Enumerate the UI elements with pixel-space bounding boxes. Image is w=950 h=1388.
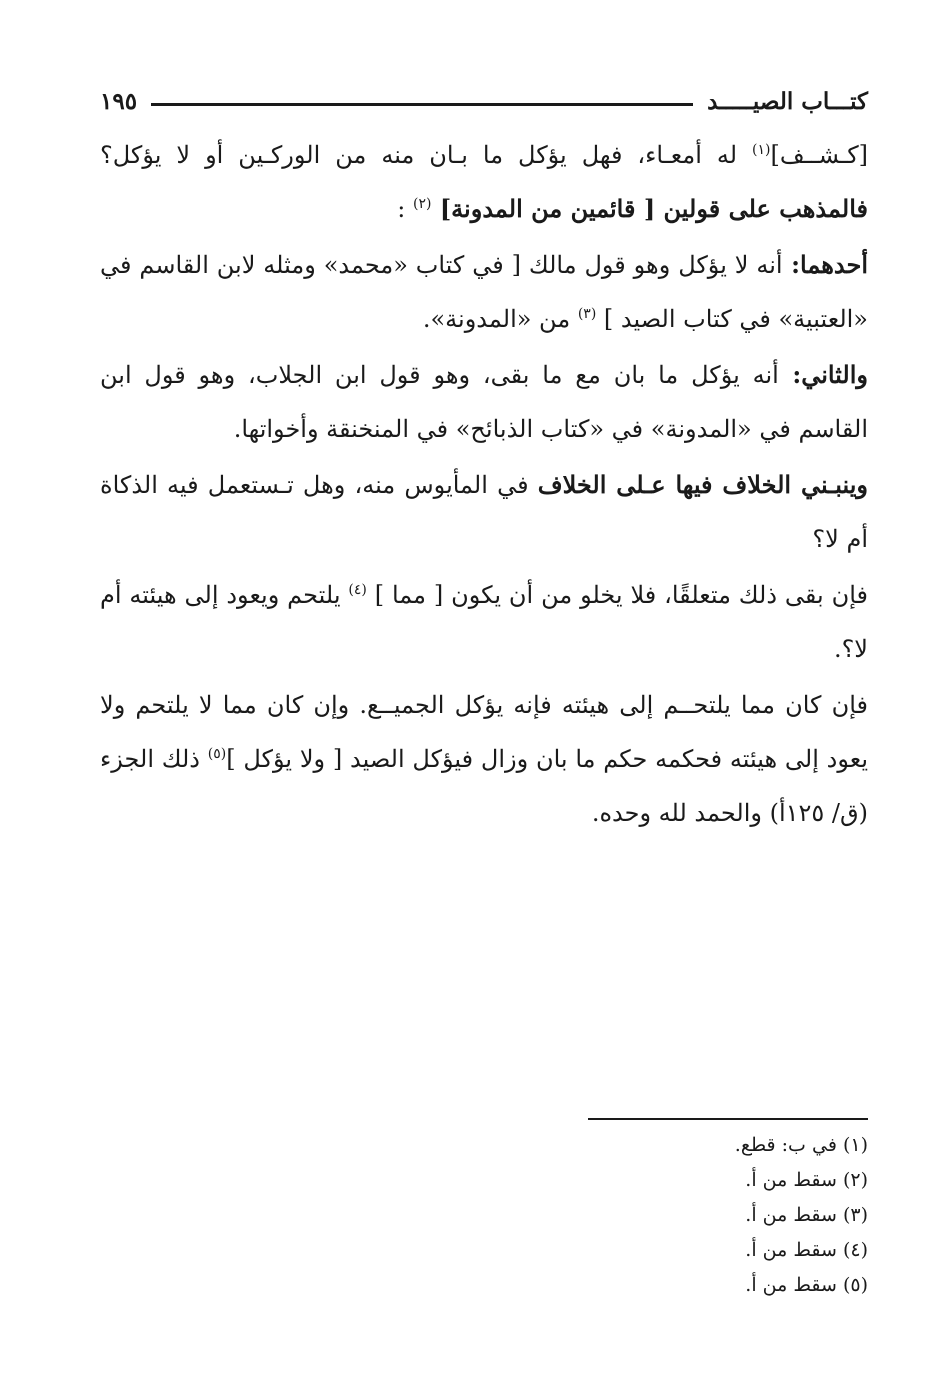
paragraph-label: والثاني: xyxy=(778,360,868,389)
page-number: ١٩٥ xyxy=(100,87,138,115)
footnotes xyxy=(100,1128,868,1303)
body-text xyxy=(100,128,868,840)
paragraph-text: أنه يؤكل ما بان مع ما بقى، وهو قول ابن الجلاب، وهو قول ابن القاسم في «المدونة» في «كتاب الذبائح» في المنخنقة وأخواتها. xyxy=(100,361,868,443)
footnote-ref-5: (٥) xyxy=(207,746,227,762)
footnote-2: (٢) سقط من أ. xyxy=(745,1169,868,1191)
paragraph-text: في المأيوس منه، وهل تـستعمل فيه الذكاة أم لا؟ xyxy=(100,471,868,553)
paragraph-4 xyxy=(100,458,868,566)
paragraph-bold-text: وينبـني الخلاف فيها عـلى الخلاف xyxy=(537,470,868,499)
paragraph-text: ذلك الجزء (ق/ ١٢٥أ) والحمد لله وحده. xyxy=(100,745,868,827)
paragraph-text: [كـشــف] xyxy=(770,141,868,169)
paragraph-3 xyxy=(100,348,868,456)
footnote-4: (٤) سقط من أ. xyxy=(745,1239,868,1261)
footnote-5: (٥) سقط من أ. xyxy=(745,1274,868,1296)
paragraph-bold-text: فالمذهب على قولين [ قائمين من المدونة] xyxy=(431,194,868,223)
footnote-3: (٣) سقط من أ. xyxy=(745,1204,868,1226)
book-title: كتـــاب الصيـــــد xyxy=(707,87,868,115)
paragraph-text: : xyxy=(397,195,413,223)
running-header xyxy=(100,78,868,124)
footnote-1: (١) في ب: قطع. xyxy=(734,1134,868,1156)
footnote-separator xyxy=(588,1118,868,1120)
paragraph-text: له أمعـاء، فهل يؤكل ما بـان منه من الوركـين أو لا يؤكل؟ xyxy=(100,141,753,169)
paragraph-label: أحدهما: xyxy=(782,250,868,279)
footnote-ref-3: (٣) xyxy=(577,306,597,322)
paragraph-6 xyxy=(100,678,868,840)
paragraph-text: أنه لا يؤكل وهو قول مالك [ في كتاب «محمد» ومثله لابن القاسم في «العتبية» في كتاب الصيد ] xyxy=(100,251,868,333)
footnote-ref-2: (٢) xyxy=(413,196,432,212)
footnote-ref-4: (٤) xyxy=(348,582,367,598)
paragraph-text: من «المدونة». xyxy=(422,305,578,333)
paragraph-5 xyxy=(100,568,868,676)
paragraph-text: فإن كان مما يلتحــم إلى هيئته فإنه يؤكل الجميــع. وإن كان مما لا يلتحم ولا يعود إلى هيئته فحكمه حكم ما بان وزال فيؤكل الصيد [ ولا يؤكل ] xyxy=(100,691,868,773)
book-page xyxy=(100,78,868,1318)
paragraph-2 xyxy=(100,238,868,346)
footnote-ref-1: (١) xyxy=(752,142,771,158)
paragraph-1 xyxy=(100,128,868,236)
paragraph-text: فإن بقى ذلك متعلقًا، فلا يخلو من أن يكون [ مما ] xyxy=(366,581,869,609)
paragraph-text: يلتحم ويعود إلى هيئته أم لا؟. xyxy=(100,581,868,663)
header-rule xyxy=(151,103,693,106)
